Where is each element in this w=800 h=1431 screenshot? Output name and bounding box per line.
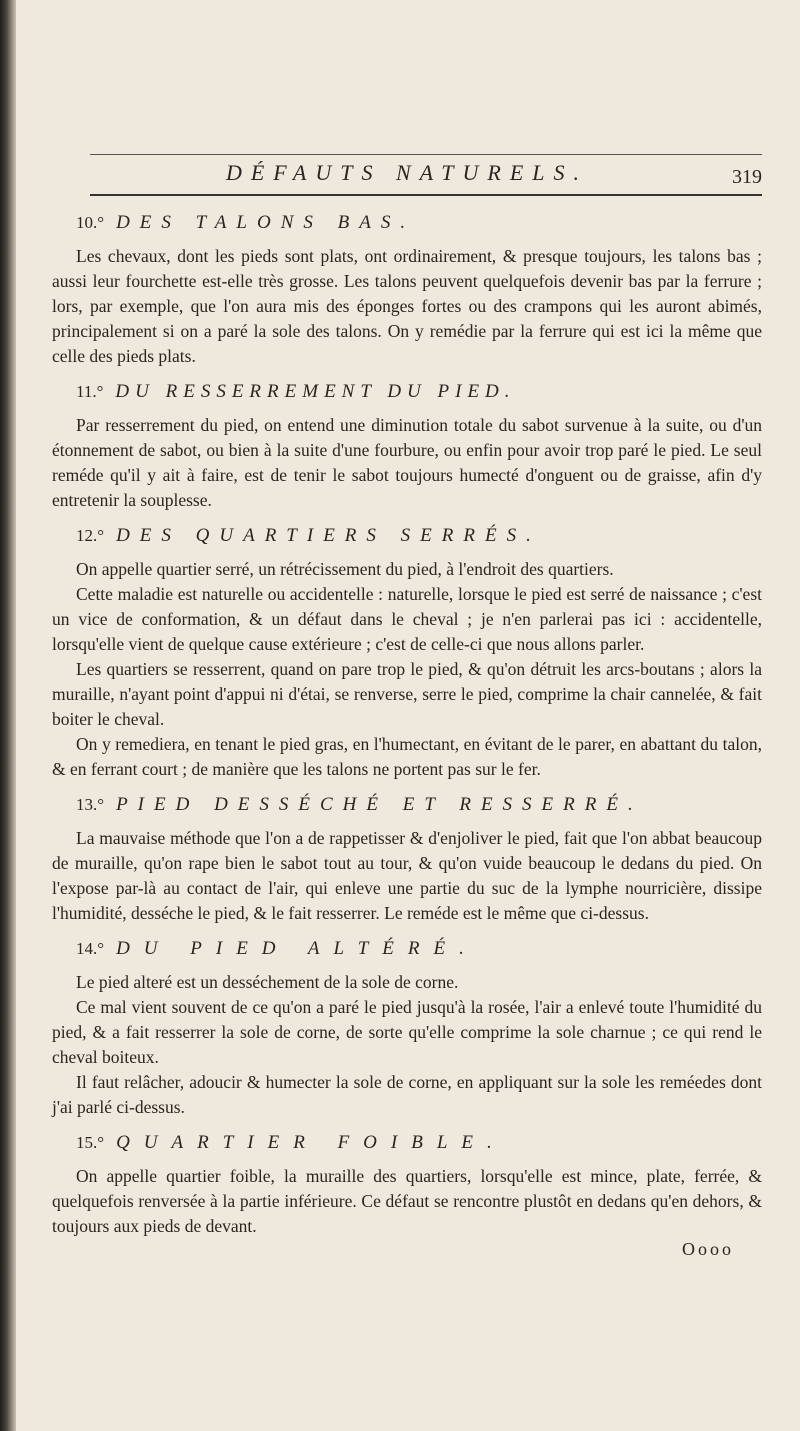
section-heading: PIED DESSÉCHÉ ET RESSERRÉ. [116, 794, 643, 815]
section-title [52, 938, 762, 960]
section-number: 10.° [76, 213, 105, 232]
section-heading: DU PIED ALTÉRÉ. [116, 938, 478, 959]
section-heading: DES TALONS BAS. [116, 212, 416, 233]
paragraph: Il faut relâcher, adoucir & humecter la sole de corne, en appliquant sur la sole les reméedes dont j'ai parlé ci-dessus. [52, 1072, 762, 1117]
paragraph: Ce mal vient souvent de ce qu'on a paré le pied jusqu'à la rosée, l'air a enlevé toute l'humidité du pied, & a fait resserrer la sole de corne, de sorte qu'elle comprime la sole charnue ; ce qui rend le cheval boiteux. [52, 997, 762, 1067]
paragraph: Par resserrement du pied, on entend une diminution totale du sabot survenue à la suite, ou d'un étonnement de sabot, ou bien à la suite d'une fourbure, ou enfin pour avoir trop paré le pied. Le seul reméde qu'il y ait à faire, est de tenir le sabot toujours humecté d'onguent ou de graisse, afin d'y entretenir la souplesse. [52, 415, 762, 510]
section-heading: DES QUARTIERS SERRÉS. [116, 525, 541, 546]
section-number: 12.° [76, 526, 105, 545]
section-number: 11.° [76, 382, 104, 401]
page-number: 319 [732, 166, 762, 188]
section-title [52, 212, 762, 234]
section-heading: DU RESSERREMENT DU PIED. [115, 381, 516, 402]
header-rule-top [90, 154, 762, 155]
section-number: 15.° [76, 1133, 105, 1152]
paragraph: Les chevaux, dont les pieds sont plats, ont ordinairement, & presque toujours, les talons bas ; aussi leur fourchette est-elle très grosse. Les talons peuvent quelquefois devenir bas par la ferrure ; lors, par exemple, que l'on aura mis des éponges fortes ou des crampons qui les auront abimés, principalement si on a paré la sole des talons. On y remédie par la ferrure qui est ici la même que celle des pieds plats. [52, 246, 762, 366]
section-title [52, 525, 762, 547]
section-title [52, 794, 762, 816]
paragraph: On appelle quartier serré, un rétrécissement du pied, à l'endroit des quartiers. [76, 559, 614, 579]
document-page [52, 150, 762, 1260]
header-rule-bottom [90, 194, 762, 196]
section-title [52, 1132, 762, 1154]
paragraph: On y remediera, en tenant le pied gras, en l'humectant, en évitant de le parer, en abattant du talon, & en ferrant court ; de manière que les talons ne portent pas sur le fer. [52, 734, 762, 779]
paragraph: On appelle quartier foible, la muraille des quartiers, lorsqu'elle est mince, plate, ferrée, & quelquefois renversée à la partie inférieure. Ce défaut se rencontre plustôt en dedans qu'en dehors, & toujours aux pieds de devant. [52, 1166, 762, 1236]
book-binding-edge [0, 0, 16, 1431]
running-head: DÉFAUTS NATURELS. [225, 160, 589, 185]
section-title [52, 381, 762, 403]
page-header [52, 150, 762, 200]
section-number: 14.° [76, 939, 105, 958]
paragraph: Les quartiers se resserrent, quand on pare trop le pied, & qu'on détruit les arcs-boutans ; alors la muraille, n'ayant point d'appui ni d'étai, se renverse, serre le pied, comprime la chair cannelée, & fait boiter le cheval. [52, 659, 762, 729]
signature-mark: Oooo [682, 1239, 734, 1259]
paragraph: Cette maladie est naturelle ou accidentelle : naturelle, lorsque le pied est serré de naissance ; c'est un vice de conformation, & un défaut dans le cheval ; je n'en parlerai pas ici : accidentelle, lorsqu'elle vient de quelque cause extérieure ; c'est de celle-ci que nous allons parler. [52, 584, 762, 654]
paragraph: Le pied alteré est un desséchement de la sole de corne. [76, 972, 459, 992]
section-heading: QUARTIER FOIBLE. [116, 1132, 506, 1153]
paragraph: La mauvaise méthode que l'on a de rappetisser & d'enjoliver le pied, fait que l'on abbat beaucoup de muraille, qu'on rape bien le sabot tout au tour, & qu'on vuide beaucoup le dedans du pied. On l'expose par-là au contact de l'air, qui enleve une partie du suc de la lymphe nourricière, dissipe l'humidité, desséche le pied, & le fait resserrer. Le reméde est le même que ci-dessus. [52, 828, 762, 923]
section-number: 13.° [76, 795, 105, 814]
